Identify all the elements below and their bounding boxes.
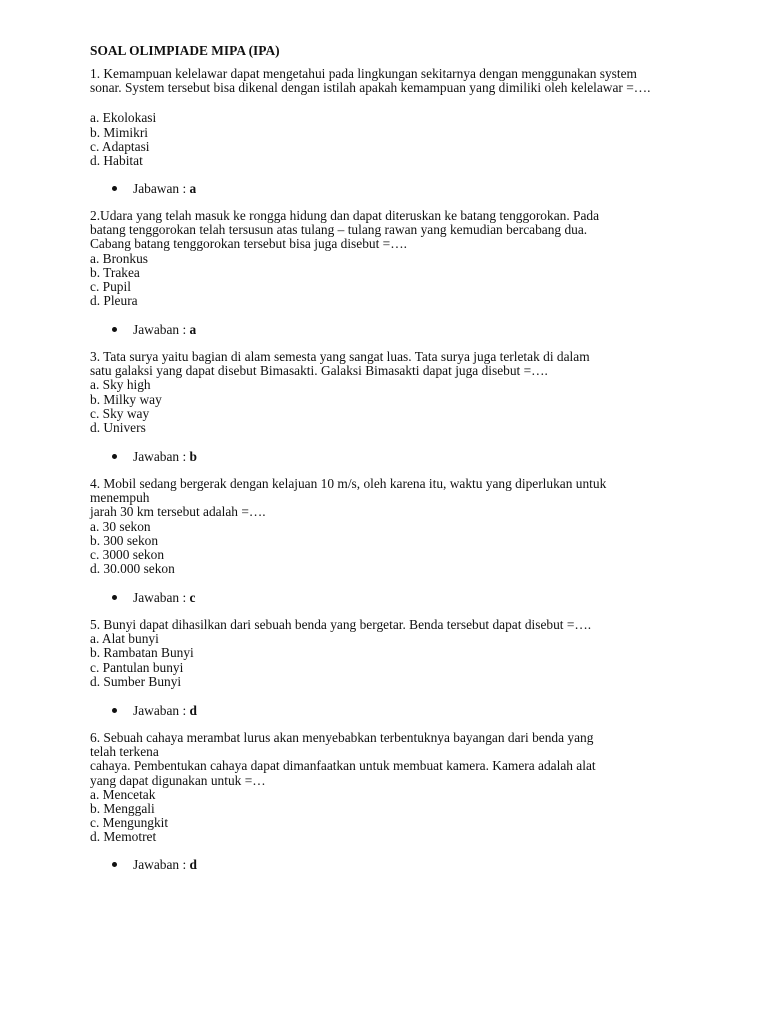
question-4 [90, 477, 690, 576]
bullet-icon [112, 327, 117, 332]
option-item: a. Mencetak [90, 786, 156, 802]
question-2 [90, 209, 690, 308]
option-item: a. Sky high [90, 377, 151, 393]
answer-value: d [189, 857, 197, 872]
answer-line [112, 182, 196, 196]
question-text-line: 4. Mobil sedang bergerak dengan kelajuan 10 m/s, oleh karena itu, waktu yang diperlukan untuk [90, 476, 607, 491]
question-text-line: menempuh [90, 490, 150, 506]
option-item: b. Menggali [90, 801, 155, 817]
options-list [90, 788, 690, 845]
question-3 [90, 350, 690, 435]
question-text-line: 2.Udara yang telah masuk ke rongga hidung dan dapat diteruskan ke batang tenggorokan. Pada [90, 208, 600, 223]
option-item: c. Adaptasi [90, 138, 150, 154]
answer-label: Jawaban : [133, 703, 190, 718]
options-list [90, 252, 690, 309]
question-text-line: yang dapat digunakan untuk =… [90, 772, 266, 788]
answer-label: Jabawan : [133, 181, 190, 196]
answer-value: d [189, 703, 197, 718]
option-item: b. Milky way [90, 391, 162, 407]
question-text-line: cahaya. Pembentukan cahaya dapat dimanfaatkan untuk membuat kamera. Kamera adalah alat [90, 758, 596, 774]
question-text-line: 6. Sebuah cahaya merambat lurus akan menyebabkan terbentuknya bayangan dari benda yang [90, 730, 594, 745]
option-item: b. Rambatan Bunyi [90, 645, 194, 661]
answer-label: Jawaban : [133, 449, 190, 464]
options-list [90, 520, 690, 577]
bullet-icon [112, 186, 117, 191]
option-item: a. Alat bunyi [90, 631, 159, 647]
question-text-line: 5. Bunyi dapat dihasilkan dari sebuah benda yang bergetar. Benda tersebut dapat disebut =…. [90, 617, 592, 632]
bullet-icon [112, 595, 117, 600]
page-title: SOAL OLIMPIADE MIPA (IPA) [90, 43, 280, 58]
option-item: c. Pantulan bunyi [90, 659, 184, 675]
answer-label: Jawaban : [133, 322, 190, 337]
option-item: a. 30 sekon [90, 518, 151, 534]
option-item: c. Mengungkit [90, 815, 169, 831]
answer-line [112, 450, 197, 464]
question-text-line: 3. Tata surya yaitu bagian di alam semesta yang sangat luas. Tata surya juga terletak di dalam [90, 349, 590, 364]
options-list [90, 632, 690, 689]
question-text-line: Cabang batang tenggorokan tersebut bisa juga disebut =…. [90, 236, 407, 252]
answer-line [112, 591, 195, 605]
answer-value: b [189, 449, 197, 464]
bullet-icon [112, 862, 117, 867]
answer-label: Jawaban : [133, 857, 190, 872]
question-6 [90, 731, 690, 845]
question-text-line: sonar. System tersebut bisa dikenal dengan istilah apakah kemampuan yang dimiliki oleh kelelawar =…. [90, 80, 651, 96]
question-text-line: telah terkena [90, 744, 159, 760]
bullet-icon [112, 454, 117, 459]
option-item: d. 30.000 sekon [90, 561, 175, 577]
question-text-line: 1. Kemampuan kelelawar dapat mengetahui pada lingkungan sekitarnya dengan menggunakan system [90, 66, 637, 81]
option-item: d. Habitat [90, 153, 143, 169]
option-item: b. Trakea [90, 264, 140, 280]
answer-value: c [189, 590, 196, 605]
option-item: d. Sumber Bunyi [90, 673, 182, 689]
question-text-line: satu galaksi yang dapat disebut Bimasakti. Galaksi Bimasakti dapat juga disebut =…. [90, 363, 548, 379]
question-text-line: batang tenggorokan telah tersusun atas tulang – tulang rawan yang kemudian bercabang dua. [90, 222, 588, 238]
option-item: c. Sky way [90, 405, 150, 421]
question-5 [90, 618, 690, 689]
answer-label: Jawaban : [133, 590, 190, 605]
option-item: b. Mimikri [90, 124, 149, 140]
option-item: d. Univers [90, 420, 146, 436]
options-list [90, 378, 690, 435]
option-item: c. 3000 sekon [90, 547, 165, 563]
option-item: d. Memotret [90, 829, 157, 845]
option-item: a. Bronkus [90, 250, 149, 266]
question-1 [90, 67, 690, 168]
answer-value: a [189, 322, 197, 337]
options-list [90, 111, 690, 168]
option-item: c. Pupil [90, 279, 131, 295]
answer-line [112, 323, 196, 337]
document-page [90, 0, 690, 1024]
bullet-icon [112, 708, 117, 713]
question-text-line: jarah 30 km tersebut adalah =…. [90, 504, 266, 520]
answer-line [112, 704, 197, 718]
option-item: b. 300 sekon [90, 532, 159, 548]
option-item: d. Pleura [90, 293, 138, 309]
option-item: a. Ekolokasi [90, 110, 157, 126]
answer-value: a [189, 181, 197, 196]
answer-line [112, 858, 197, 872]
